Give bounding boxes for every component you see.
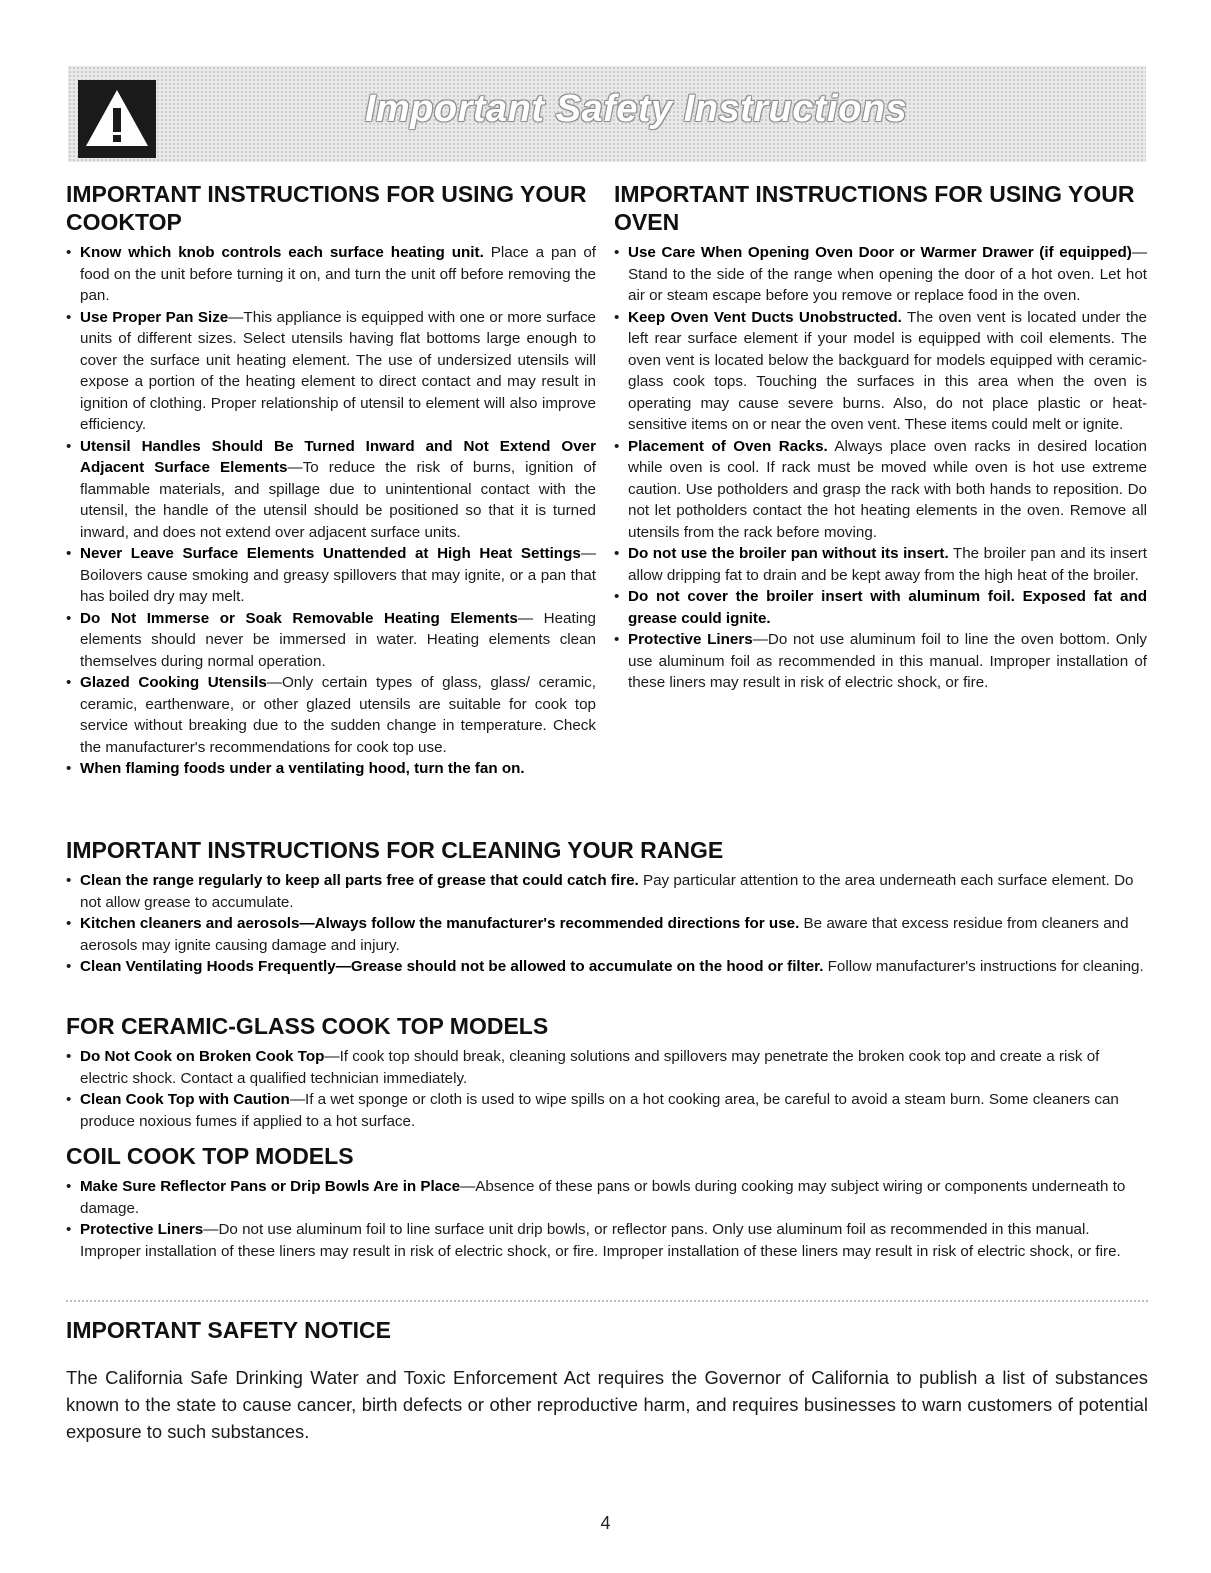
warning-exclamation-icon: [78, 80, 156, 158]
item-text: Follow manufacturer's instructions for cleaning.: [823, 958, 1144, 975]
item-lead: Clean Ventilating Hoods Frequently—Grease should not be allowed to accumulate on the hood or filter.: [80, 958, 824, 975]
list-item: [614, 629, 1147, 694]
item-text: —This appliance is equipped with one or more surface units of different sizes. Select utensils having flat bottoms large enough to cover the surface unit heating element. The use of undersized utensils will expose a portion of the heating element to direct contact and may result in ignition of clothing. Proper relationship of utensil to element will also improve efficiency.: [80, 308, 596, 433]
item-text: Pay particular attention to the area underneath each surface element. Do not allow grease to accumulate.: [80, 872, 1134, 911]
cleaning-section: [66, 836, 1148, 978]
list-item: [66, 608, 596, 673]
list-item: [66, 672, 596, 758]
list-item: [66, 870, 1148, 913]
item-lead: Use Proper Pan Size: [80, 308, 229, 326]
item-lead: Protective Liners: [628, 631, 753, 648]
oven-section: [614, 180, 1147, 694]
list-item: [614, 543, 1147, 586]
list-item: [66, 242, 596, 307]
list-item: [66, 913, 1148, 956]
item-lead: Do Not Immerse or Soak Removable Heating Elements: [80, 609, 518, 627]
item-lead: Clean Cook Top with Caution: [80, 1091, 290, 1108]
list-item: [66, 543, 596, 608]
item-text: —Boilovers cause smoking and greasy spillovers that may ignite, or a pan that has boiled dry may melt.: [80, 545, 596, 605]
item-text: Always place oven racks in desired location while oven is cool. If rack must be moved while oven is hot use extreme caution. Use potholders and grasp the rack with both hands to reposition. Do not let potholders contact the hot heating elements in the oven. Remove all utensils from the rack before moving.: [628, 437, 1148, 541]
oven-heading: IMPORTANT INSTRUCTIONS FOR USING YOUR OVEN: [614, 181, 1135, 235]
item-lead: Make Sure Reflector Pans or Drip Bowls Are in Place: [80, 1178, 461, 1195]
list-item: [66, 1089, 1148, 1132]
cooktop-section: [66, 180, 596, 780]
dotted-divider: [66, 1300, 1148, 1302]
list-item: [66, 956, 1148, 978]
item-lead: Do not cover the broiler insert with aluminum foil. Exposed fat and grease could ignite.: [628, 588, 1147, 627]
notice-heading: IMPORTANT SAFETY NOTICE: [66, 1317, 391, 1343]
item-text: Place a pan of food on the unit before turning it on, and turn the unit off before removing the pan.: [80, 244, 596, 304]
list-item: [66, 758, 596, 780]
coil-list: [66, 1176, 1148, 1262]
item-text: —To reduce the risk of burns, ignition of flammable materials, and spillage due to unintentional contact with the utensil, the handle of the utensil should be positioned so that it is turned inward, and does not extend over adjacent surface units.: [80, 459, 597, 541]
item-text: The broiler pan and its insert allow dripping fat to drain and be kept away from the high heat of the broiler.: [628, 545, 1148, 584]
cooktop-heading: IMPORTANT INSTRUCTIONS FOR USING YOUR COOKTOP: [66, 181, 587, 235]
page-title: Important Safety Instructions: [364, 88, 908, 130]
item-lead: Kitchen cleaners and aerosols—Always follow the manufacturer's recommended directions for use.: [80, 915, 800, 932]
list-item: [614, 242, 1147, 307]
item-lead: Clean the range regularly to keep all parts free of grease that could catch fire.: [80, 872, 639, 889]
item-lead: Do Not Cook on Broken Cook Top: [80, 1048, 325, 1065]
item-lead: Placement of Oven Racks.: [628, 437, 828, 455]
cleaning-heading: IMPORTANT INSTRUCTIONS FOR CLEANING YOUR RANGE: [66, 837, 724, 863]
list-item: [66, 1046, 1148, 1089]
cooktop-list: [66, 242, 596, 780]
item-lead: Do not use the broiler pan without its insert.: [628, 545, 949, 562]
coil-section: [66, 1142, 1148, 1262]
list-item: [614, 436, 1147, 544]
list-item: [66, 307, 596, 436]
list-item: [66, 1176, 1148, 1219]
item-text: —Stand to the side of the range when opening the door of a hot oven. Let hot air or steam escape before you remove or replace food in the oven.: [628, 244, 1147, 304]
item-text: Be aware that excess residue from cleaners and aerosols may ignite causing damage and injury.: [80, 915, 1129, 954]
item-lead: Use Care When Opening Oven Door or Warmer Drawer (if equipped): [628, 244, 1132, 261]
list-item: [614, 586, 1147, 629]
notice-text: The California Safe Drinking Water and Toxic Enforcement Act requires the Governor of California to publish a list of substances known to the state to cause cancer, birth defects or other reproductive harm, and requires businesses to warn customers of potential exposure to such substances.: [66, 1367, 1148, 1442]
item-text: —Absence of these pans or bowls during cooking may subject wiring or components underneath to damage.: [80, 1178, 1126, 1217]
item-text: —If cook top should break, cleaning solutions and spillovers may penetrate the broken cook top and create a risk of electric shock. Contact a qualified technician immediately.: [80, 1048, 1100, 1087]
item-lead: When flaming foods under a ventilating hood, turn the fan on.: [80, 760, 525, 777]
list-item: [66, 436, 596, 544]
item-text: —If a wet sponge or cloth is used to wipe spills on a hot cooking area, be careful to avoid a steam burn. Some cleaners can produce noxious fumes if applied to a hot surface.: [80, 1091, 1119, 1130]
oven-list: [614, 242, 1147, 694]
item-lead: Protective Liners: [80, 1221, 204, 1238]
item-lead: Never Leave Surface Elements Unattended at High Heat Settings: [80, 545, 581, 562]
item-text: —Do not use aluminum foil to line surface unit drip bowls, or reflector pans. Only use aluminum foil as recommended in this manual. Improper installation of these liners may result in risk of electric shock, or fire. Improper installation of these liners may result in risk of electric shock, or fire.: [80, 1221, 1121, 1260]
item-text: — Heating elements should never be immersed in water. Heating elements clean themselves during normal operation.: [80, 609, 596, 670]
item-text: —Do not use aluminum foil to line the oven bottom. Only use aluminum foil as recommended in this manual. Improper installation of these liners may result in risk of electric shock, or fire.: [628, 631, 1147, 691]
item-text: The oven vent is located under the left rear surface element if your model is equipped with coil elements. The oven vent is located below the backguard for models equipped with ceramic-glass cook tops. Touching the surfaces in this area when the oven is operating may cause severe burns. Also, do not place plastic or heat-sensitive items on or near the oven vent. These items could melt or ignite.: [628, 308, 1147, 433]
list-item: [614, 307, 1147, 436]
item-lead: Utensil Handles Should Be Turned Inward and Not Extend Over Adjacent Surface Elements: [80, 437, 596, 476]
page-number: 4: [600, 1513, 611, 1533]
list-item: [66, 1219, 1148, 1262]
ceramic-list: [66, 1046, 1148, 1132]
item-lead: Keep Oven Vent Ducts Unobstructed.: [628, 308, 902, 326]
item-text: —Only certain types of glass, glass/ ceramic, ceramic, earthenware, or other glazed utensils are suitable for cook top service without breaking due to the sudden change in temperature. Check the manufacturer's recommendations for cook top use.: [80, 674, 596, 756]
coil-heading: COIL COOK TOP MODELS: [66, 1143, 354, 1169]
ceramic-heading: FOR CERAMIC-GLASS COOK TOP MODELS: [66, 1013, 549, 1039]
ceramic-section: [66, 1012, 1148, 1132]
cleaning-list: [66, 870, 1148, 978]
item-lead: Know which knob controls each surface heating unit.: [80, 244, 484, 261]
item-lead: Glazed Cooking Utensils: [80, 674, 267, 691]
